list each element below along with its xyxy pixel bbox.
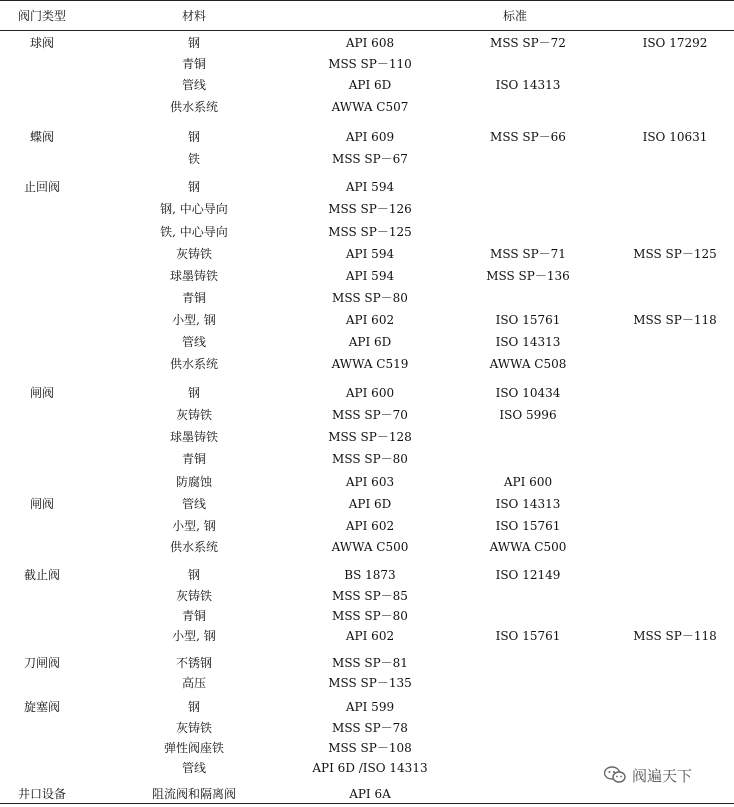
cell-s2: ISO 14313 bbox=[495, 335, 561, 349]
cell-s1: API 6A bbox=[349, 787, 391, 801]
cell-material: 青铜 bbox=[181, 609, 206, 623]
cell-s2: ISO 15761 bbox=[495, 313, 561, 327]
cell-s3: MSS SP－118 bbox=[633, 629, 717, 643]
cell-material: 钢 bbox=[187, 130, 200, 144]
header-material: 材料 bbox=[181, 9, 206, 23]
cell-type: 蝶阀 bbox=[29, 130, 54, 144]
cell-s1: API 6D bbox=[348, 78, 392, 92]
cell-material: 供水系统 bbox=[169, 540, 218, 554]
cell-s1: MSS SP－80 bbox=[332, 609, 408, 623]
cell-s3: ISO 10631 bbox=[642, 130, 708, 144]
cell-s1: API 6D /ISO 14313 bbox=[312, 761, 428, 775]
cell-type: 截止阀 bbox=[23, 568, 60, 582]
cell-s2: MSS SP－72 bbox=[490, 36, 566, 50]
cell-material: 管线 bbox=[181, 761, 206, 775]
cell-s1: BS 1873 bbox=[344, 568, 396, 582]
cell-material: 不锈钢 bbox=[175, 656, 212, 670]
cell-material: 管线 bbox=[181, 335, 206, 349]
cell-s1: API 594 bbox=[345, 180, 395, 194]
cell-s1: API 599 bbox=[345, 700, 395, 714]
cell-s2: MSS SP－66 bbox=[490, 130, 566, 144]
cell-material: 小型, 钢 bbox=[172, 519, 216, 533]
cell-material: 钢 bbox=[187, 36, 200, 50]
cell-type: 井口设备 bbox=[17, 787, 66, 801]
cell-s1: MSS SP－125 bbox=[328, 225, 412, 239]
cell-s1: API 602 bbox=[345, 313, 395, 327]
cell-s1: MSS SP－70 bbox=[332, 408, 408, 422]
cell-material: 供水系统 bbox=[169, 357, 218, 371]
cell-s1: API 600 bbox=[345, 386, 395, 400]
cell-material: 铁, 中心导向 bbox=[160, 225, 228, 239]
watermark-text: 阀遍天下 bbox=[632, 766, 693, 785]
cell-material: 青铜 bbox=[181, 57, 206, 71]
cell-material: 供水系统 bbox=[169, 100, 218, 114]
cell-material: 钢 bbox=[187, 700, 200, 714]
cell-s1: API 609 bbox=[345, 130, 395, 144]
cell-s1: MSS SP－78 bbox=[332, 721, 408, 735]
cell-s1: MSS SP－67 bbox=[332, 152, 408, 166]
cell-s2: ISO 12149 bbox=[495, 568, 561, 582]
cell-s1: API 608 bbox=[345, 36, 395, 50]
cell-s2: ISO 5996 bbox=[499, 408, 557, 422]
cell-s1: AWWA C507 bbox=[331, 100, 409, 114]
cell-s1: API 6D bbox=[348, 335, 392, 349]
cell-s1: AWWA C500 bbox=[331, 540, 409, 554]
cell-s2: ISO 10434 bbox=[495, 386, 561, 400]
cell-s2: API 600 bbox=[503, 475, 553, 489]
cell-s1: MSS SP－135 bbox=[328, 676, 412, 690]
cell-s2: AWWA C500 bbox=[489, 540, 567, 554]
cell-material: 阻流阀和隔离阀 bbox=[151, 787, 236, 801]
cell-s2: ISO 14313 bbox=[495, 78, 561, 92]
header-type: 阀门类型 bbox=[17, 9, 66, 23]
top-rule bbox=[0, 0, 734, 1]
cell-material: 钢 bbox=[187, 386, 200, 400]
cell-s1: MSS SP－110 bbox=[328, 57, 412, 71]
cell-material: 钢 bbox=[187, 568, 200, 582]
cell-s1: MSS SP－81 bbox=[332, 656, 408, 670]
cell-s1: API 6D bbox=[348, 497, 392, 511]
cell-material: 防腐蚀 bbox=[175, 475, 212, 489]
cell-type: 止回阀 bbox=[23, 180, 60, 194]
cell-type: 旋塞阀 bbox=[23, 700, 60, 714]
cell-material: 弹性阀座铁 bbox=[163, 741, 224, 755]
cell-material: 小型, 钢 bbox=[172, 629, 216, 643]
cell-s2: MSS SP－71 bbox=[490, 247, 566, 261]
cell-material: 灰铸铁 bbox=[175, 247, 212, 261]
cell-s1: MSS SP－108 bbox=[328, 741, 412, 755]
cell-s1: MSS SP－85 bbox=[332, 589, 408, 603]
bottom-rule bbox=[0, 803, 734, 804]
cell-material: 灰铸铁 bbox=[175, 408, 212, 422]
cell-s2: ISO 15761 bbox=[495, 519, 561, 533]
cell-s1: API 603 bbox=[345, 475, 395, 489]
cell-s1: API 602 bbox=[345, 519, 395, 533]
cell-type: 闸阀 bbox=[29, 497, 54, 511]
cell-type: 闸阀 bbox=[29, 386, 54, 400]
cell-material: 青铜 bbox=[181, 291, 206, 305]
cell-s3: ISO 17292 bbox=[642, 36, 708, 50]
cell-s1: MSS SP－80 bbox=[332, 291, 408, 305]
watermark bbox=[604, 762, 732, 788]
cell-material: 高压 bbox=[181, 676, 206, 690]
cell-s1: API 594 bbox=[345, 269, 395, 283]
cell-material: 球墨铸铁 bbox=[169, 269, 218, 283]
cell-s2: AWWA C508 bbox=[489, 357, 567, 371]
cell-s2: MSS SP－136 bbox=[486, 269, 570, 283]
cell-s2: ISO 15761 bbox=[495, 629, 561, 643]
cell-type: 球阀 bbox=[29, 36, 54, 50]
cell-material: 小型, 钢 bbox=[172, 313, 216, 327]
wechat-icon bbox=[604, 766, 626, 784]
cell-s1: API 594 bbox=[345, 247, 395, 261]
header-rule bbox=[0, 30, 734, 31]
cell-material: 球墨铸铁 bbox=[169, 430, 218, 444]
header-standard: 标准 bbox=[502, 9, 527, 23]
cell-s3: MSS SP－118 bbox=[633, 313, 717, 327]
cell-type: 刀闸阀 bbox=[23, 656, 60, 670]
cell-s1: MSS SP－80 bbox=[332, 452, 408, 466]
cell-s1: MSS SP－126 bbox=[328, 202, 412, 216]
cell-material: 管线 bbox=[181, 78, 206, 92]
cell-material: 灰铸铁 bbox=[175, 589, 212, 603]
cell-material: 青铜 bbox=[181, 452, 206, 466]
cell-material: 灰铸铁 bbox=[175, 721, 212, 735]
cell-material: 钢 bbox=[187, 180, 200, 194]
cell-material: 钢, 中心导向 bbox=[160, 202, 228, 216]
cell-material: 管线 bbox=[181, 497, 206, 511]
cell-s1: AWWA C519 bbox=[331, 357, 409, 371]
cell-material: 铁 bbox=[187, 152, 200, 166]
cell-s1: API 602 bbox=[345, 629, 395, 643]
cell-s3: MSS SP－125 bbox=[633, 247, 717, 261]
cell-s1: MSS SP－128 bbox=[328, 430, 412, 444]
cell-s2: ISO 14313 bbox=[495, 497, 561, 511]
